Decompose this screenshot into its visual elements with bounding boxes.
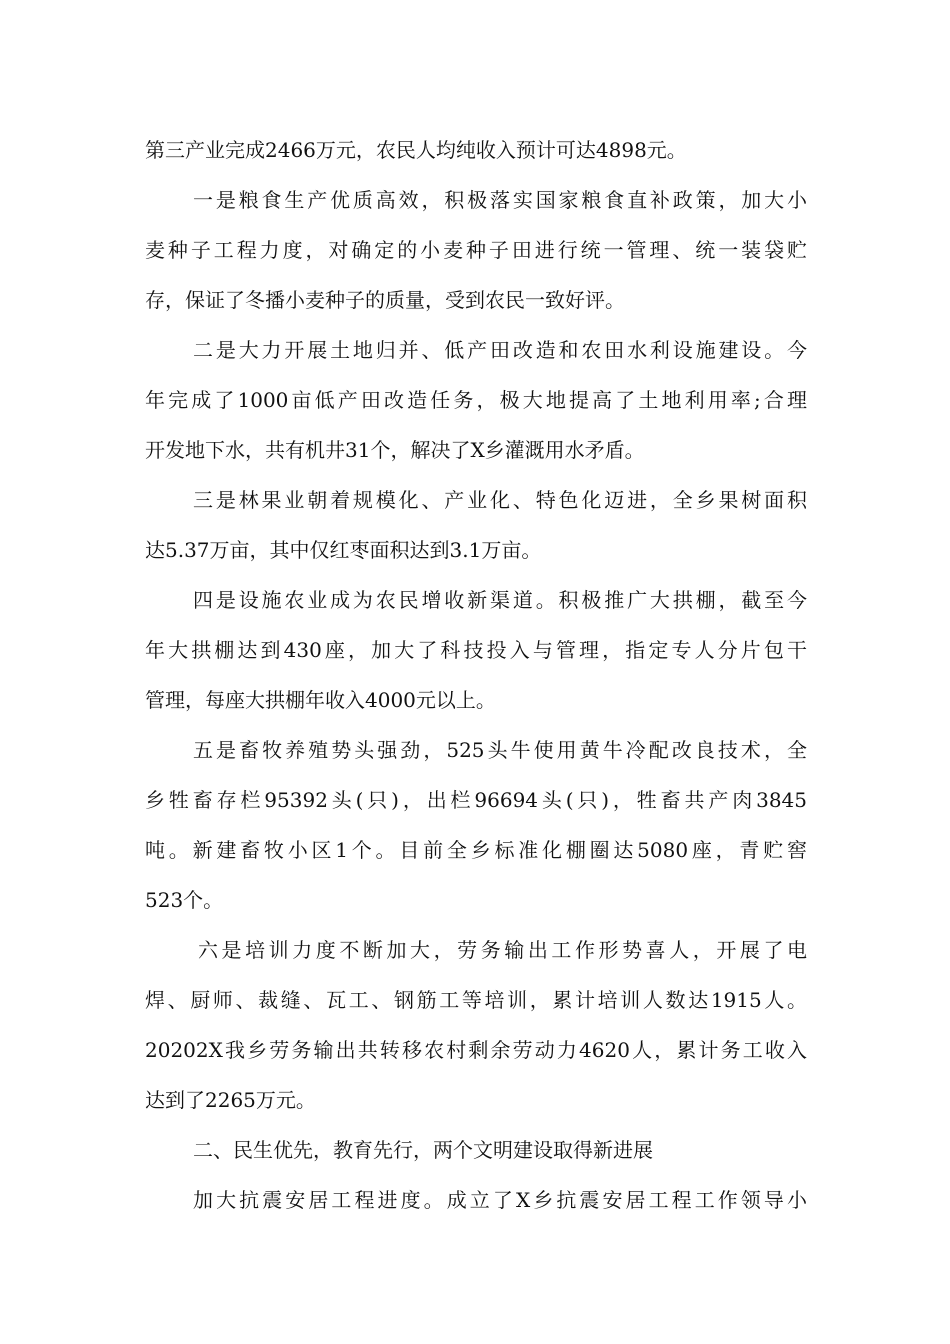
text-line-22: 加大抗震安居工程进度。成立了X乡抗震安居工程工作领导小 <box>193 1188 807 1212</box>
text-line-15: 吨。新建畜牧小区1个。目前全乡标准化棚圈达5080座，青贮窖 <box>145 838 807 862</box>
text-line-19: 20202X我乡劳务输出共转移农村剩余劳动力4620人，累计务工收入 <box>145 1038 807 1062</box>
text-line-9: 达5.37万亩，其中仅红枣面积达到3.1万亩。 <box>145 538 542 562</box>
text-line-6: 年完成了1000亩低产田改造任务，极大地提高了土地利用率;合理 <box>145 388 807 412</box>
text-line-2: 一是粮食生产优质高效，积极落实国家粮食直补政策，加大小 <box>193 188 807 212</box>
text-line-5: 二是大力开展土地归并、低产田改造和农田水利设施建设。今 <box>193 338 807 362</box>
text-line-13: 五是畜牧养殖势头强劲，525头牛使用黄牛冷配改良技术，全 <box>193 738 807 762</box>
text-line-7: 开发地下水，共有机井31个，解决了X乡灌溉用水矛盾。 <box>145 438 645 462</box>
text-line-14: 乡牲畜存栏95392头(只)，出栏96694头(只)，牲畜共产肉3845 <box>145 788 807 812</box>
text-line-20: 达到了2265万元。 <box>145 1088 316 1112</box>
text-line-4: 存，保证了冬播小麦种子的质量，受到农民一致好评。 <box>145 288 625 312</box>
section-heading: 二、民生优先，教育先行，两个文明建设取得新进展 <box>193 1138 653 1162</box>
text-line-12: 管理，每座大拱棚年收入4000元以上。 <box>145 688 496 712</box>
text-line-16: 523个。 <box>145 888 224 912</box>
text-line-11: 年大拱棚达到430座，加大了科技投入与管理，指定专人分片包干 <box>145 638 807 662</box>
text-line-8: 三是林果业朝着规模化、产业化、特色化迈进，全乡果树面积 <box>193 488 807 512</box>
text-line-17: 六是培训力度不断加大，劳务输出工作形势喜人，开展了电 <box>198 938 807 962</box>
text-line-1: 第三产业完成2466万元，农民人均纯收入预计可达4898元。 <box>145 138 687 162</box>
text-line-3: 麦种子工程力度，对确定的小麦种子田进行统一管理、统一装袋贮 <box>145 238 807 262</box>
text-line-10: 四是设施农业成为农民增收新渠道。积极推广大拱棚，截至今 <box>193 588 807 612</box>
text-line-18: 焊、厨师、裁缝、瓦工、钢筋工等培训，累计培训人数达1915人。 <box>145 988 807 1012</box>
